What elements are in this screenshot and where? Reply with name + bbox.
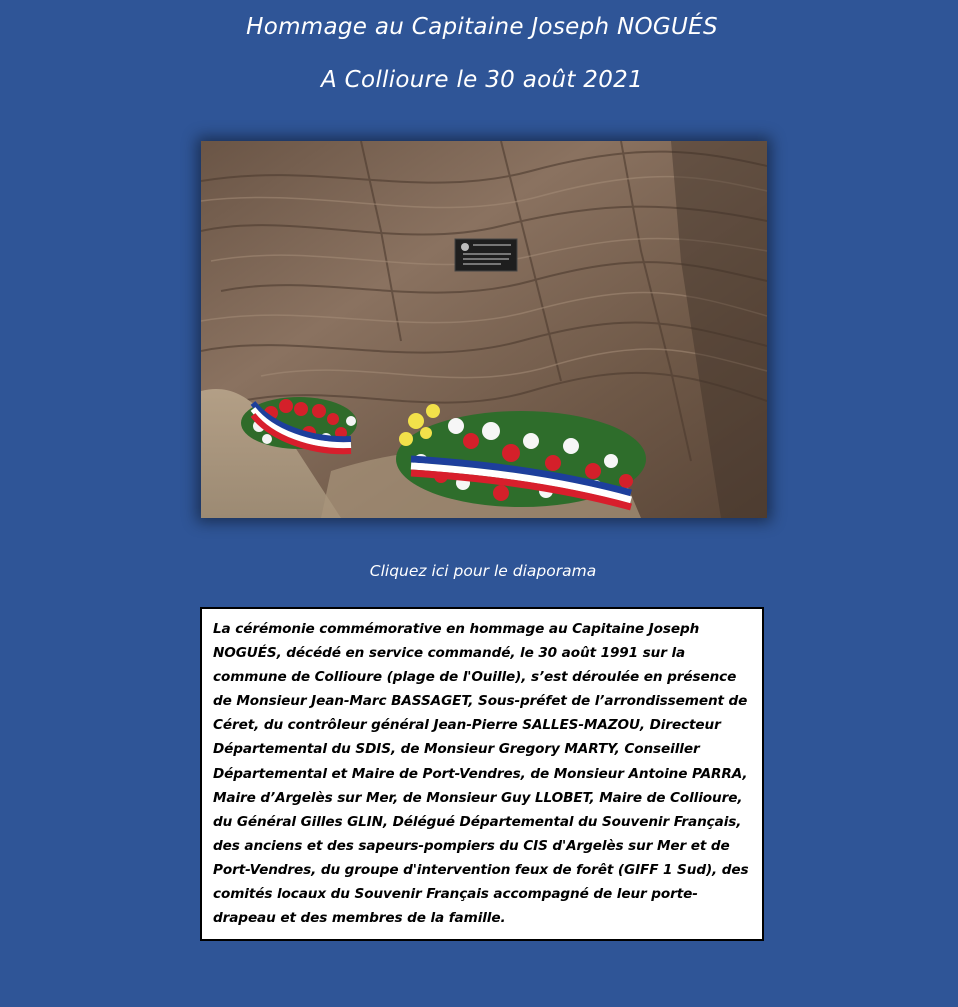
plaque-icon: [455, 239, 517, 271]
ceremony-photo[interactable]: [201, 141, 767, 518]
page-title: Hommage au Capitaine Joseph NOGUÉS: [246, 14, 718, 40]
page-subtitle: A Collioure le 30 août 2021: [320, 67, 644, 93]
ceremony-description-box: [200, 607, 764, 941]
ceremony-description: La cérémonie commémorative en hommage au Capitaine Joseph NOGUÉS, décédé en service commandé, le 30 août 1991 sur la commune de Collioure (plage de l'Ouille), s’est déroulée en présence de Monsieur Jean-Marc BASSAGET, Sous-préfet de l’arrondissement de Céret, du contrôleur général Jean-Pierre SALLES-MAZOU, Directeur Départemental du SDIS, de Monsieur Gregory MARTY, Conseiller Départemental et Maire de Port-Vendres, de Monsieur Antoine PARRA, Maire d’Argelès sur Mer, de Monsieur Guy LLOBET, Maire de Collioure, du Général Gilles GLIN, Délégué Départemental du Souvenir Français, des anciens et des sapeurs-pompiers du CIS d'Argelès sur Mer et de Port-Vendres, du groupe d'intervention feux de forêt (GIFF 1 Sud), des comités locaux du Souvenir Français accompagné de leur porte-drapeau et des membres de la famille.: [213, 621, 749, 927]
slideshow-link[interactable]: Cliquez ici pour le diaporama: [369, 562, 597, 580]
